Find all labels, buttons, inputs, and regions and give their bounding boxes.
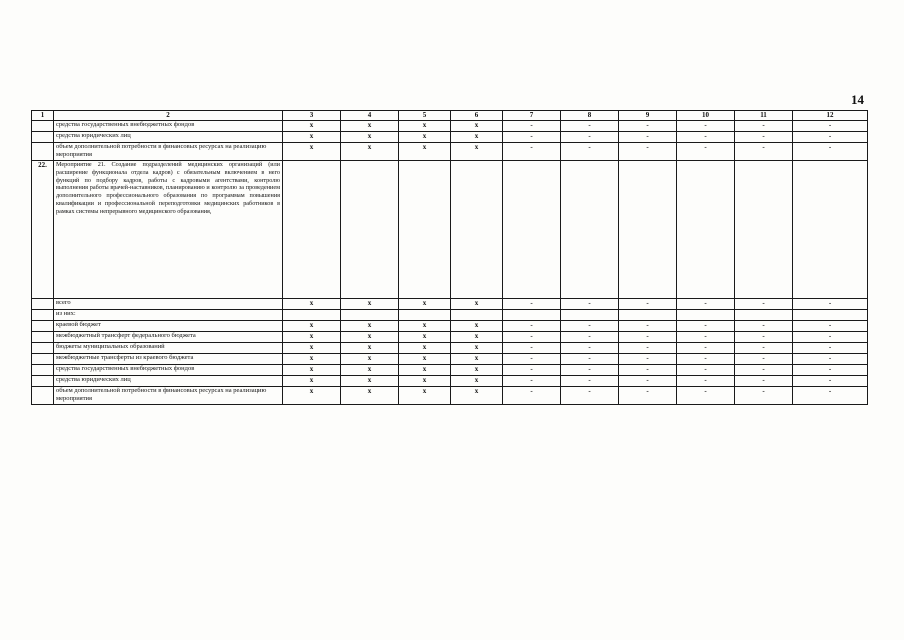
cell-value [399,310,451,321]
cell-value: x [399,121,451,132]
cell-value: x [451,365,503,376]
row-number [32,143,54,161]
column-header-4: 4 [341,111,399,121]
cell-value: - [677,332,735,343]
cell-value: x [399,332,451,343]
column-header-11: 11 [735,111,793,121]
cell-value: - [677,387,735,405]
cell-value: - [561,332,619,343]
cell-value [503,161,561,299]
row-number [32,365,54,376]
cell-value: - [735,299,793,310]
cell-value: x [399,365,451,376]
cell-value: x [283,376,341,387]
cell-value: - [677,143,735,161]
cell-value: x [283,365,341,376]
cell-value: x [283,132,341,143]
cell-value [283,310,341,321]
cell-value: - [793,354,868,365]
row-number [32,299,54,310]
row-number [32,321,54,332]
cell-value: - [793,132,868,143]
cell-value [735,310,793,321]
cell-value [451,161,503,299]
table-row [32,343,868,354]
cell-value: x [283,332,341,343]
cell-value: - [793,143,868,161]
cell-value: - [735,332,793,343]
cell-value: - [619,143,677,161]
column-header-9: 9 [619,111,677,121]
table-row [32,299,868,310]
cell-value: x [283,387,341,405]
cell-value: - [561,376,619,387]
cell-value: - [561,387,619,405]
cell-value: x [399,299,451,310]
column-header-3: 3 [283,111,341,121]
cell-value: - [561,132,619,143]
cell-value: x [399,343,451,354]
row-number [32,310,54,321]
cell-value: - [735,132,793,143]
row-number [32,376,54,387]
cell-value: x [341,387,399,405]
cell-value: x [341,365,399,376]
cell-value: - [561,321,619,332]
page-number: 14 [851,92,864,107]
cell-value: x [283,354,341,365]
cell-value: - [561,365,619,376]
row-label: бюджеты муниципальных образований [54,343,283,354]
cell-value [793,310,868,321]
cell-value: - [793,376,868,387]
cell-value: - [793,387,868,405]
cell-value: x [341,332,399,343]
cell-value: x [341,321,399,332]
cell-value: x [451,387,503,405]
cell-value [793,161,868,299]
cell-value: x [341,132,399,143]
cell-value: - [561,354,619,365]
cell-value: - [677,321,735,332]
cell-value: - [503,354,561,365]
cell-value: - [619,354,677,365]
cell-value: - [503,332,561,343]
cell-value: - [735,376,793,387]
column-header-6: 6 [451,111,503,121]
cell-value [619,310,677,321]
column-header-5: 5 [399,111,451,121]
cell-value: x [451,321,503,332]
cell-value [503,310,561,321]
cell-value: - [561,143,619,161]
row-label: объем дополнительной потребности в финансовых ресурсах на реализацию мероприятия [54,387,283,405]
cell-value: x [399,132,451,143]
column-header-10: 10 [677,111,735,121]
row-number [32,332,54,343]
cell-value: x [451,132,503,143]
cell-value: x [283,121,341,132]
cell-value: - [793,365,868,376]
cell-value: x [451,343,503,354]
cell-value: x [341,376,399,387]
cell-value: - [793,299,868,310]
cell-value [677,161,735,299]
column-header-7: 7 [503,111,561,121]
cell-value: - [619,132,677,143]
cell-value: - [619,387,677,405]
cell-value: - [503,387,561,405]
cell-value: - [619,321,677,332]
row-label: краевой бюджет [54,321,283,332]
cell-value: - [503,143,561,161]
cell-value: x [399,354,451,365]
cell-value: x [451,332,503,343]
column-header-1: 1 [32,111,54,121]
cell-value: - [793,343,868,354]
cell-value: - [619,332,677,343]
cell-value: - [619,299,677,310]
cell-value: - [561,343,619,354]
cell-value [283,161,341,299]
cell-value: x [451,354,503,365]
cell-value: - [735,343,793,354]
cell-value: x [399,376,451,387]
row-label: средства юридических лиц [54,132,283,143]
cell-value: - [793,121,868,132]
row-label: объем дополнительной потребности в финансовых ресурсах на реализацию мероприятия [54,143,283,161]
cell-value: - [503,121,561,132]
row-number [32,354,54,365]
cell-value: x [451,376,503,387]
row-label: средства государственных внебюджетных фондов [54,121,283,132]
table-row [32,310,868,321]
row-number [32,343,54,354]
cell-value: - [793,321,868,332]
cell-value: - [677,121,735,132]
cell-value [341,310,399,321]
row-number [32,132,54,143]
cell-value: x [341,354,399,365]
table-row [32,365,868,376]
table-row [32,161,868,299]
cell-value: - [619,121,677,132]
column-header-12: 12 [793,111,868,121]
header-row [32,111,868,121]
cell-value: - [619,376,677,387]
cell-value: x [283,143,341,161]
column-header-8: 8 [561,111,619,121]
cell-value: x [451,143,503,161]
cell-value [677,310,735,321]
cell-value: - [735,143,793,161]
cell-value: - [735,321,793,332]
cell-value: x [399,321,451,332]
cell-value: x [399,387,451,405]
cell-value: - [677,299,735,310]
cell-value: x [399,143,451,161]
cell-value: x [283,321,341,332]
row-label: средства юридических лиц [54,376,283,387]
cell-value: x [451,121,503,132]
cell-value: - [503,343,561,354]
cell-value [735,161,793,299]
cell-value: x [283,343,341,354]
cell-value: - [561,299,619,310]
cell-value: x [341,143,399,161]
row-number [32,121,54,132]
cell-value: - [677,132,735,143]
financing-table [31,110,868,405]
cell-value [451,310,503,321]
row-number: 22. [32,161,54,299]
cell-value: - [735,354,793,365]
cell-value: - [503,299,561,310]
cell-value: - [677,365,735,376]
cell-value: - [503,321,561,332]
row-label: межбюджетные трансферты из краевого бюджета [54,354,283,365]
column-header-2: 2 [54,111,283,121]
table-row [32,132,868,143]
cell-value: - [793,332,868,343]
cell-value: - [503,365,561,376]
cell-value: x [451,299,503,310]
table-row [32,121,868,132]
cell-value: - [619,365,677,376]
cell-value [561,310,619,321]
cell-value: - [503,376,561,387]
cell-value: x [341,121,399,132]
row-label: всего [54,299,283,310]
cell-value: x [341,299,399,310]
cell-value: - [677,354,735,365]
row-label: из них: [54,310,283,321]
cell-value [399,161,451,299]
table-row [32,143,868,161]
cell-value: x [283,299,341,310]
cell-value: - [677,376,735,387]
cell-value: x [341,343,399,354]
cell-value [561,161,619,299]
cell-value: - [735,365,793,376]
table-row [32,321,868,332]
table-row [32,387,868,405]
row-label: средства государственных внебюджетных фондов [54,365,283,376]
row-number [32,387,54,405]
cell-value: - [561,121,619,132]
table-body [32,121,868,405]
cell-value: - [619,343,677,354]
cell-value: - [503,132,561,143]
row-label: межбюджетный трансферт федерального бюджета [54,332,283,343]
cell-value: - [735,387,793,405]
table-row [32,376,868,387]
table-row [32,354,868,365]
cell-value: - [677,343,735,354]
cell-value [341,161,399,299]
cell-value [619,161,677,299]
table-row [32,332,868,343]
cell-value: - [735,121,793,132]
measure-description: Мероприятие 21. Создание подразделений медицинских организаций (или расширение функционала отдела кадров) с обязательным включением в него функций по подбору кадров, работы с кадровыми агентствами, контролю выполнения работы врачей-наставников, планированию и контролю за проведением дополнительного профессионального образования по программам повышения квалификации и профессиональной переподготовки медицинских работников в рамках системы непрерывного медицинского образования, [54,161,283,299]
